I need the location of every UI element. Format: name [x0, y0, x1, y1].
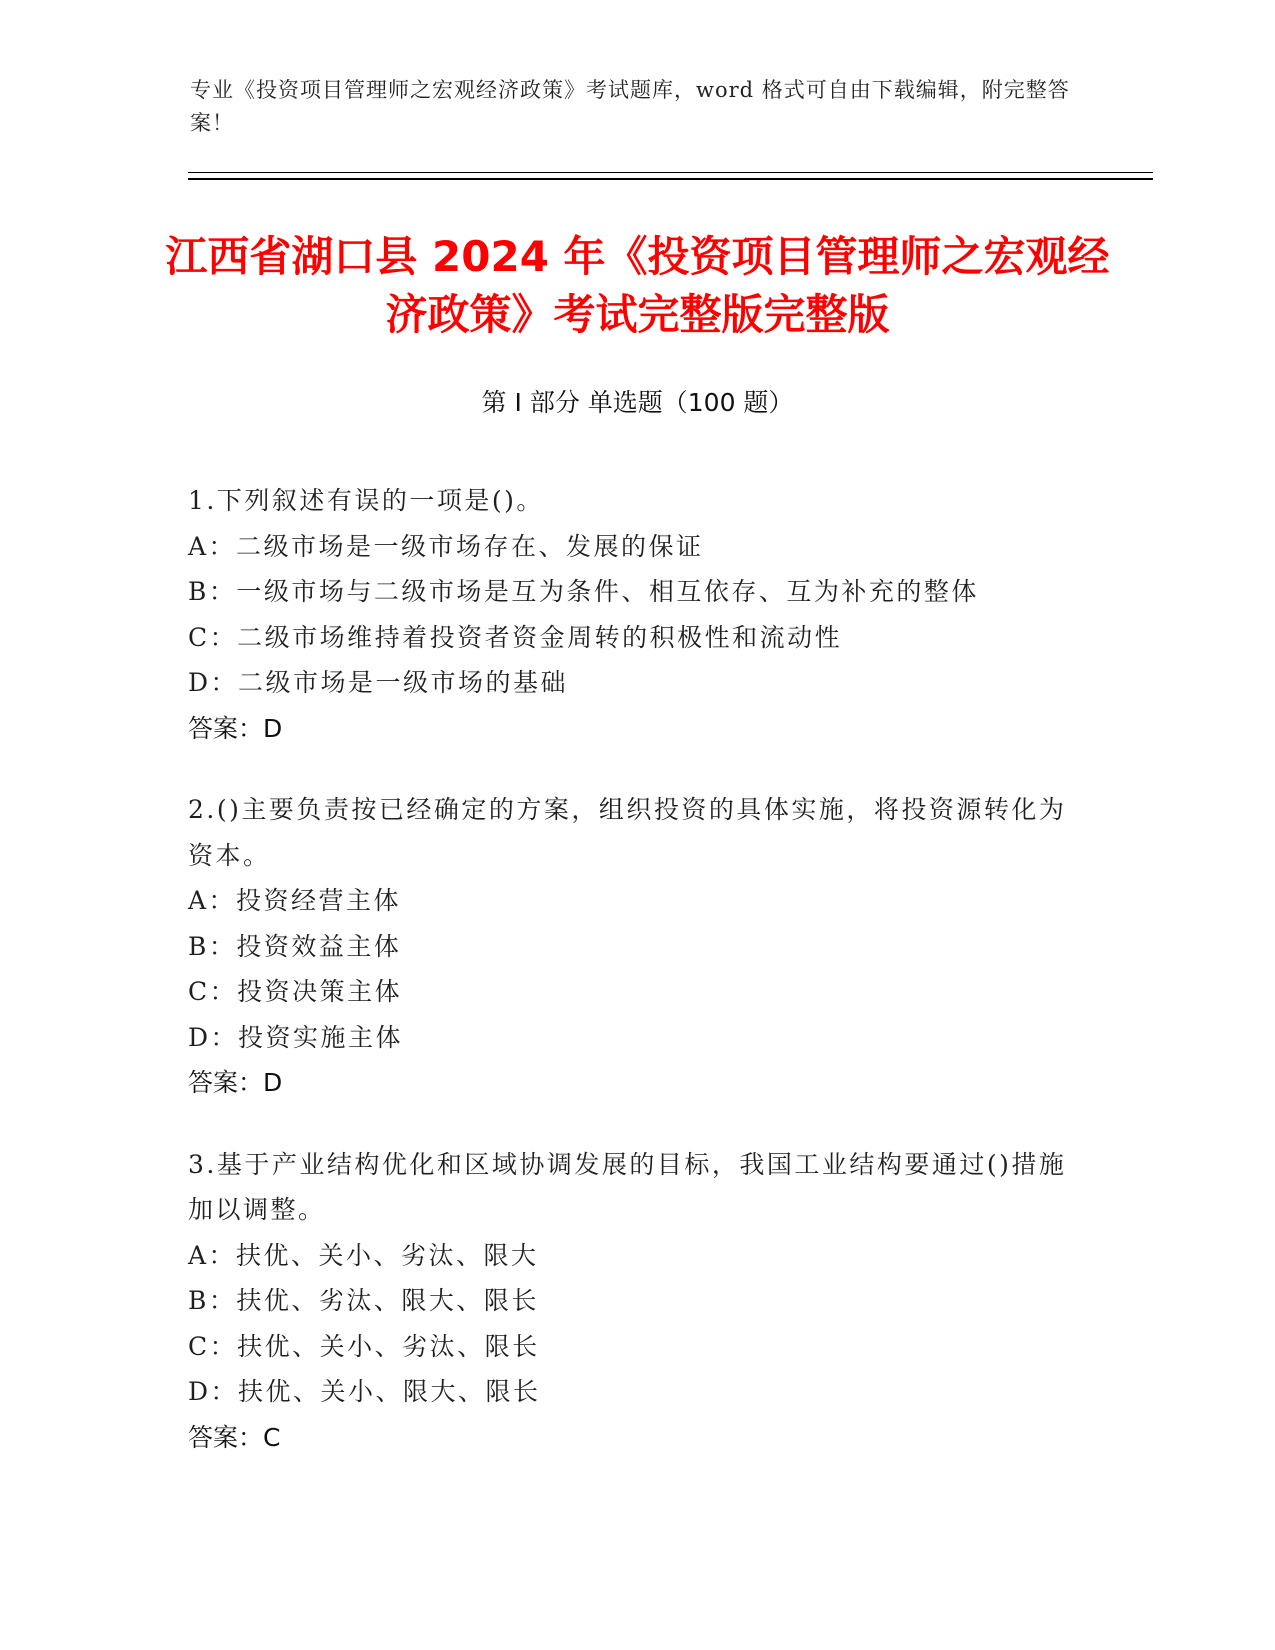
header-divider-thick — [188, 178, 1153, 180]
question-answer: 答案：D — [188, 1068, 283, 1097]
question-stem: 2.()主要负责按已经确定的方案，组织投资的具体实施，将投资源转化为资本。 — [188, 795, 1067, 870]
section-title: 第 I 部分 单选题（100 题） — [481, 388, 794, 417]
option-a: A：扶优、关小、劣汰、限大 — [188, 1240, 539, 1270]
question-stem: 3.基于产业结构优化和区域协调发展的目标，我国工业结构要通过()措施加以调整。 — [188, 1149, 1067, 1224]
option-a: A：二级市场是一级市场存在、发展的保证 — [188, 531, 704, 561]
question-2 — [188, 787, 1078, 1106]
question-1 — [188, 478, 1078, 751]
option-a: A：投资经营主体 — [188, 886, 402, 915]
question-answer: 答案：C — [188, 1422, 281, 1452]
header-note: 专业《投资项目管理师之宏观经济政策》考试题库，word 格式可自由下载编辑，附完整答案！ — [190, 78, 1070, 135]
option-b: B：一级市场与二级市场是互为条件、相互依存、互为补充的整体 — [188, 577, 979, 606]
question-stem: 1.下列叙述有误的一项是()。 — [188, 486, 544, 515]
option-c: C：扶优、关小、劣汰、限长 — [188, 1331, 540, 1361]
option-c: C：二级市场维持着投资者资金周转的积极性和流动性 — [188, 622, 843, 652]
option-d: D：二级市场是一级市场的基础 — [188, 668, 569, 697]
question-answer: 答案：D — [188, 713, 283, 743]
option-d: D：扶优、关小、限大、限长 — [188, 1377, 541, 1406]
question-3 — [188, 1142, 1078, 1461]
document-title: 江西省湖口县 2024 年《投资项目管理师之宏观经济政策》考试完整版完整版 — [165, 232, 1110, 339]
option-d: D：投资实施主体 — [188, 1022, 404, 1052]
question-list — [188, 478, 1078, 1496]
option-b: B：投资效益主体 — [188, 931, 402, 961]
option-c: C：投资决策主体 — [188, 977, 403, 1006]
option-b: B：扶优、劣汰、限大、限长 — [188, 1286, 539, 1315]
header-divider-thin — [188, 172, 1153, 173]
